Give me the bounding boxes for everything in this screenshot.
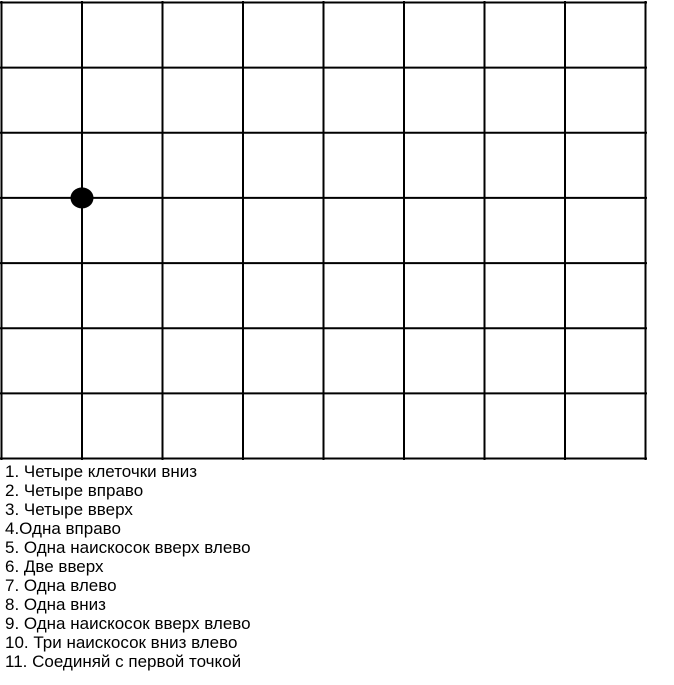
instruction-line: 7. Одна влево — [5, 576, 117, 595]
instruction-line: 6. Две вверх — [5, 557, 104, 576]
start-dot — [71, 187, 94, 208]
instruction-line: 8. Одна вниз — [5, 595, 106, 614]
grid-lines — [0, 1, 647, 460]
instruction-line: 5. Одна наискосок вверх влево — [5, 538, 251, 557]
instruction-line: 2. Четыре вправо — [5, 481, 144, 500]
instruction-line: 1. Четыре клеточки вниз — [5, 462, 198, 481]
instruction-line: 10. Три наискосок вниз влево — [5, 633, 238, 652]
instruction-line: 11. Соединяй с первой точкой — [5, 652, 242, 671]
instruction-line: 9. Одна наискосок вверх влево — [5, 614, 251, 633]
instruction-list — [5, 462, 251, 671]
instruction-line: 3. Четыре вверх — [5, 500, 133, 519]
instruction-line: 4.Одна вправо — [5, 519, 121, 538]
